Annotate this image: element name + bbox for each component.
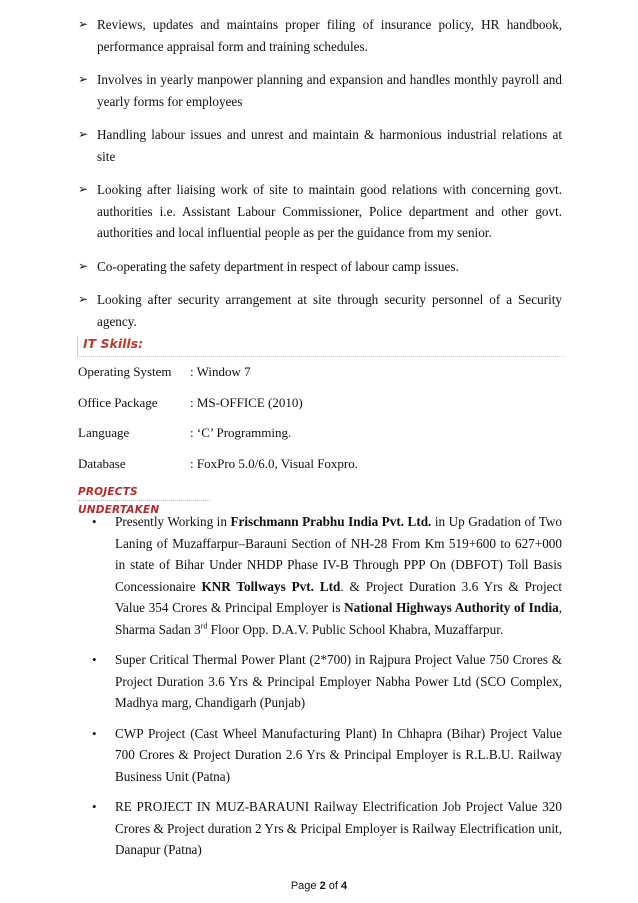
arrow-bullet-icon: ➢ bbox=[78, 17, 89, 31]
project-text: Super Critical Thermal Power Plant (2*700) in Rajpura Project Value 750 Crores & Project Duration 3.6 Yrs & Principal Employer Nabha Power Ltd (SCO Complex, Madhya marg, Chandigarh (Punjab) bbox=[115, 652, 562, 710]
list-item bbox=[90, 649, 562, 714]
list-item bbox=[78, 289, 562, 332]
employer-name: National Highways Authority of India bbox=[344, 600, 559, 615]
skill-value: : ‘C’ Programming. bbox=[190, 425, 292, 440]
list-item bbox=[78, 179, 562, 244]
project-text: Presently Working in Frischmann Prabhu India Pvt. Ltd. in Up Gradation of Two Laning of Muzaffarpur–Barauni Section of NH-28 From Km 519+600 to 627+000 in state of Bihar Under NHDP Phase IV-B Through PPP On (DBFOT) Toll Basis Concessionaire KNR Tollways Pvt. Ltd. & Project Duration 3.6 Yrs & Project Value 354 Crores & Principal Employer is National Highways Authority of India, Sharma Sadan 3rd Floor Opp. D.A.V. Public School Khabra, Muzaffarpur. bbox=[115, 514, 563, 637]
list-item bbox=[78, 256, 562, 278]
arrow-bullet-icon: ➢ bbox=[78, 292, 89, 306]
list-item bbox=[78, 69, 562, 112]
arrow-bullet-icon: ➢ bbox=[78, 127, 89, 141]
skill-row bbox=[78, 362, 562, 393]
skill-value: : Window 7 bbox=[190, 364, 251, 379]
dot-bullet-icon: • bbox=[92, 799, 97, 814]
list-item bbox=[90, 723, 562, 788]
skill-row bbox=[78, 423, 562, 454]
it-skills-heading bbox=[77, 336, 564, 357]
projects-list bbox=[90, 511, 562, 870]
skill-label: Database bbox=[78, 455, 126, 471]
it-skills-table bbox=[78, 362, 562, 484]
it-skills-heading-text: IT Skills: bbox=[83, 336, 144, 351]
project-text: CWP Project (Cast Wheel Manufacturing Plant) In Chhapra (Bihar) Project Value 700 Crores & Project Duration 2.6 Yrs & Principal Employer is R.L.B.U. Railway Business Unit (Patna) bbox=[115, 725, 562, 784]
skill-value: : MS-OFFICE (2010) bbox=[190, 394, 303, 410]
list-item-text: Involves in yearly manpower planning and expansion and handles monthly payroll and yearly forms for employees bbox=[97, 72, 562, 109]
list-item bbox=[90, 796, 562, 861]
dot-bullet-icon: • bbox=[92, 652, 97, 667]
skill-row bbox=[78, 454, 562, 485]
concessionaire-name: KNR Tollways Pvt. Ltd bbox=[201, 578, 341, 594]
list-item-text: Handling labour issues and unrest and maintain & harmonious industrial relations at site bbox=[97, 127, 562, 164]
arrow-bullet-icon: ➢ bbox=[78, 258, 89, 273]
list-item bbox=[90, 511, 562, 640]
skill-label: Operating System bbox=[78, 364, 172, 379]
company-name: Frischmann Prabhu India Pvt. Ltd. bbox=[230, 514, 432, 529]
dot-bullet-icon: • bbox=[92, 725, 97, 741]
projects-heading bbox=[78, 482, 210, 516]
skill-row bbox=[78, 393, 562, 424]
skill-label: Office Package bbox=[78, 394, 158, 410]
list-item bbox=[78, 124, 562, 167]
list-item-text: Co-operating the safety department in respect of labour camp issues. bbox=[97, 258, 459, 274]
skill-value: : FoxPro 5.0/6.0, Visual Foxpro. bbox=[190, 455, 358, 471]
arrow-bullet-icon: ➢ bbox=[78, 72, 89, 86]
page-number-footer: Page 2 of 4 bbox=[290, 880, 348, 892]
arrow-bullet-icon: ➢ bbox=[78, 182, 89, 196]
list-item-text: Reviews, updates and maintains proper filing of insurance policy, HR handbook, performance appraisal form and training schedules. bbox=[97, 17, 562, 54]
skill-label: Language bbox=[78, 425, 130, 440]
projects-heading-text: PROJECTS UNDERTAKEN bbox=[78, 486, 160, 516]
list-item-text: Looking after liaising work of site to maintain good relations with concerning govt. authorities i.e. Assistant Labour Commissioner, Police department and other govt. authorities and local influential people as per the guidance from my senior. bbox=[97, 182, 562, 240]
project-text: RE PROJECT IN MUZ-BARAUNI Railway Electrification Job Project Value 320 Crores & Project duration 2 Yrs & Pricipal Employer is Railway Electrification unit, Danapur (Patna) bbox=[115, 799, 562, 857]
list-item-text: Looking after security arrangement at site through security personnel of a Security agency. bbox=[97, 292, 562, 329]
dot-bullet-icon: • bbox=[92, 514, 97, 529]
responsibilities-list bbox=[78, 14, 562, 344]
list-item bbox=[78, 14, 562, 57]
